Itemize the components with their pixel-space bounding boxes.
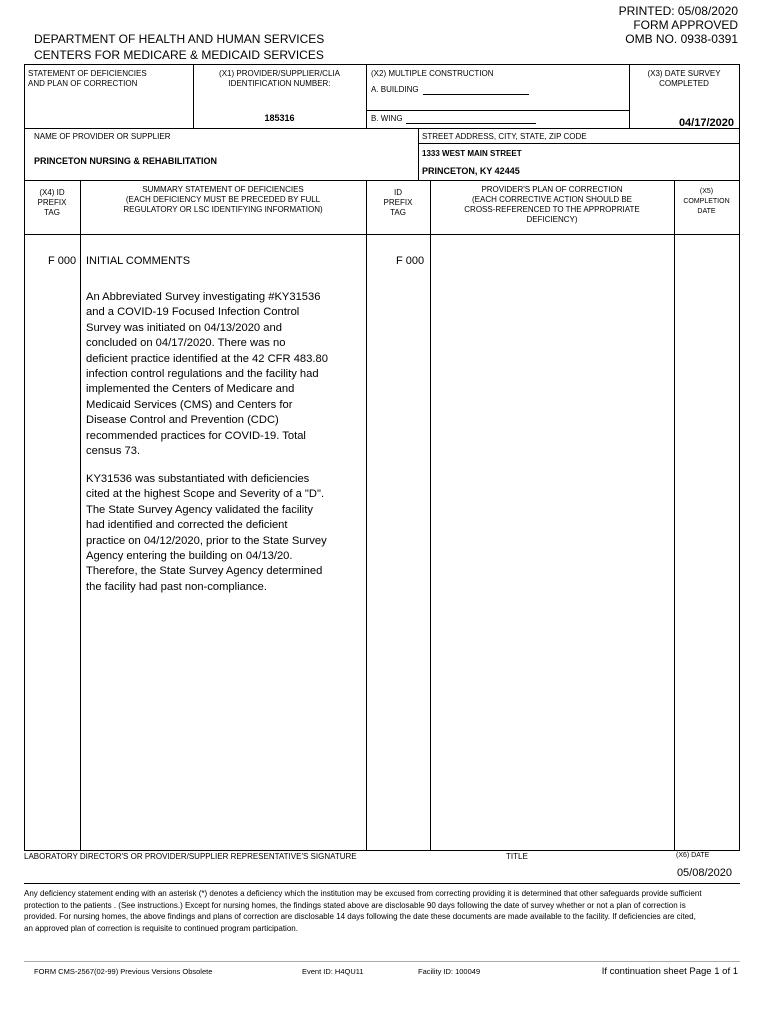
address-label: STREET ADDRESS, CITY, STATE, ZIP CODE — [422, 132, 587, 141]
x1-label: (X1) PROVIDER/SUPPLIER/CLIA IDENTIFICATION NUMBER: — [219, 69, 340, 88]
tag-right: F 000 — [396, 255, 425, 267]
form-number: FORM CMS-2567(02-99) Previous Versions Obsolete — [34, 967, 213, 976]
disclaimer: Any deficiency statement ending with an asterisk (*) denotes a deficiency which the institution may be excused from correcting providing it is determined that other safeguards provide sufficient protection to the patients . (See instructions.) Except for nursing homes, the findings stated above are disclosable 90 days following the date of survey whether or not a plan of correction is provided. For nursing homes, the above findings and plans of correction are disclosable 14 days following the date these documents are made available to the facility. If deficiencies are cited, an approved plan of correction is requisite to continued program participation. — [24, 889, 702, 933]
entry-heading: INITIAL COMMENTS — [86, 255, 191, 267]
x2-label: (X2) MULTIPLE CONSTRUCTION — [371, 69, 494, 78]
top-border — [24, 64, 740, 65]
street-address: 1333 WEST MAIN STREET — [422, 149, 522, 158]
provider-id: 185316 — [264, 113, 295, 123]
id-header: ID PREFIX TAG — [383, 188, 413, 217]
city-state-zip: PRINCETON, KY 42445 — [422, 166, 520, 176]
centers-title: CENTERS FOR MEDICARE & MEDICAID SERVICES — [34, 48, 324, 62]
x4-header: (X4) ID PREFIX TAG — [37, 188, 67, 217]
statement-label: STATEMENT OF DEFICIENCIES AND PLAN OF CORRECTION — [28, 69, 147, 88]
form-approved: FORM APPROVED — [633, 18, 738, 32]
x6-label: (X6) DATE — [676, 852, 710, 859]
entry-paragraph-1: An Abbreviated Survey investigating #KY31536 and a COVID-19 Focused Infection Control Survey was initiated on 04/13/2020 and concluded on 04/17/2020. There was no deficient practice identified at the 42 CFR 483.80 infection control regulations and the facility had implemented the Centers of Medicare and Medicaid Services (CMS) and Centers for Disease Control and Prevention (CDC) recommended practices for COVID-19. Total census 73. — [86, 291, 328, 458]
director-signature-label: LABORATORY DIRECTOR'S OR PROVIDER/SUPPLIER REPRESENTATIVE'S SIGNATURE — [24, 852, 357, 861]
department-title: DEPARTMENT OF HEALTH AND HUMAN SERVICES — [34, 32, 325, 46]
facility-id: Facility ID: 100049 — [418, 967, 481, 976]
printed-date: PRINTED: 05/08/2020 — [618, 4, 738, 18]
building-label: A. BUILDING — [371, 85, 419, 94]
title-label: TITLE — [506, 852, 528, 861]
summary-header: SUMMARY STATEMENT OF DEFICIENCIES (EACH DEFICIENCY MUST BE PRECEDED BY FULL REGULATORY OR LSC IDENTIFYING INFORMATION) — [123, 185, 323, 214]
wing-field — [406, 123, 536, 124]
wing-label: B. WING — [371, 114, 403, 123]
entry-paragraph-2: KY31536 was substantiated with deficiencies cited at the highest Scope and Severity of a "D". The State Survey Agency validated the facility had identified and corrected the deficient practice on 04/12/2020, prior to the State Survey Agency entering the building on 04/13/20. Therefore, the State Survey Agency determined the facility had past non-compliance. — [86, 473, 327, 593]
left-border — [24, 64, 25, 850]
provider-name-label: NAME OF PROVIDER OR SUPPLIER — [34, 132, 171, 141]
provider-name: PRINCETON NURSING & REHABILITATION — [34, 156, 218, 166]
omb-number: OMB NO. 0938-0391 — [625, 32, 738, 46]
continuation-page: If continuation sheet Page 1 of 1 — [601, 966, 738, 977]
right-border — [739, 64, 740, 850]
building-field — [423, 94, 529, 95]
signature-date: 05/08/2020 — [676, 867, 732, 879]
event-id: Event ID: H4QU11 — [302, 967, 364, 976]
survey-date: 04/17/2020 — [678, 117, 734, 129]
tag-left: F 000 — [48, 255, 77, 267]
x3-label: (X3) DATE SURVEY COMPLETED — [647, 69, 721, 88]
plan-header: PROVIDER'S PLAN OF CORRECTION (EACH CORRECTIVE ACTION SHOULD BE CROSS-REFERENCED TO THE APPROPRIATE DEFICIENCY) — [464, 185, 640, 224]
x5-header: (X5) COMPLETION DATE — [683, 188, 730, 215]
